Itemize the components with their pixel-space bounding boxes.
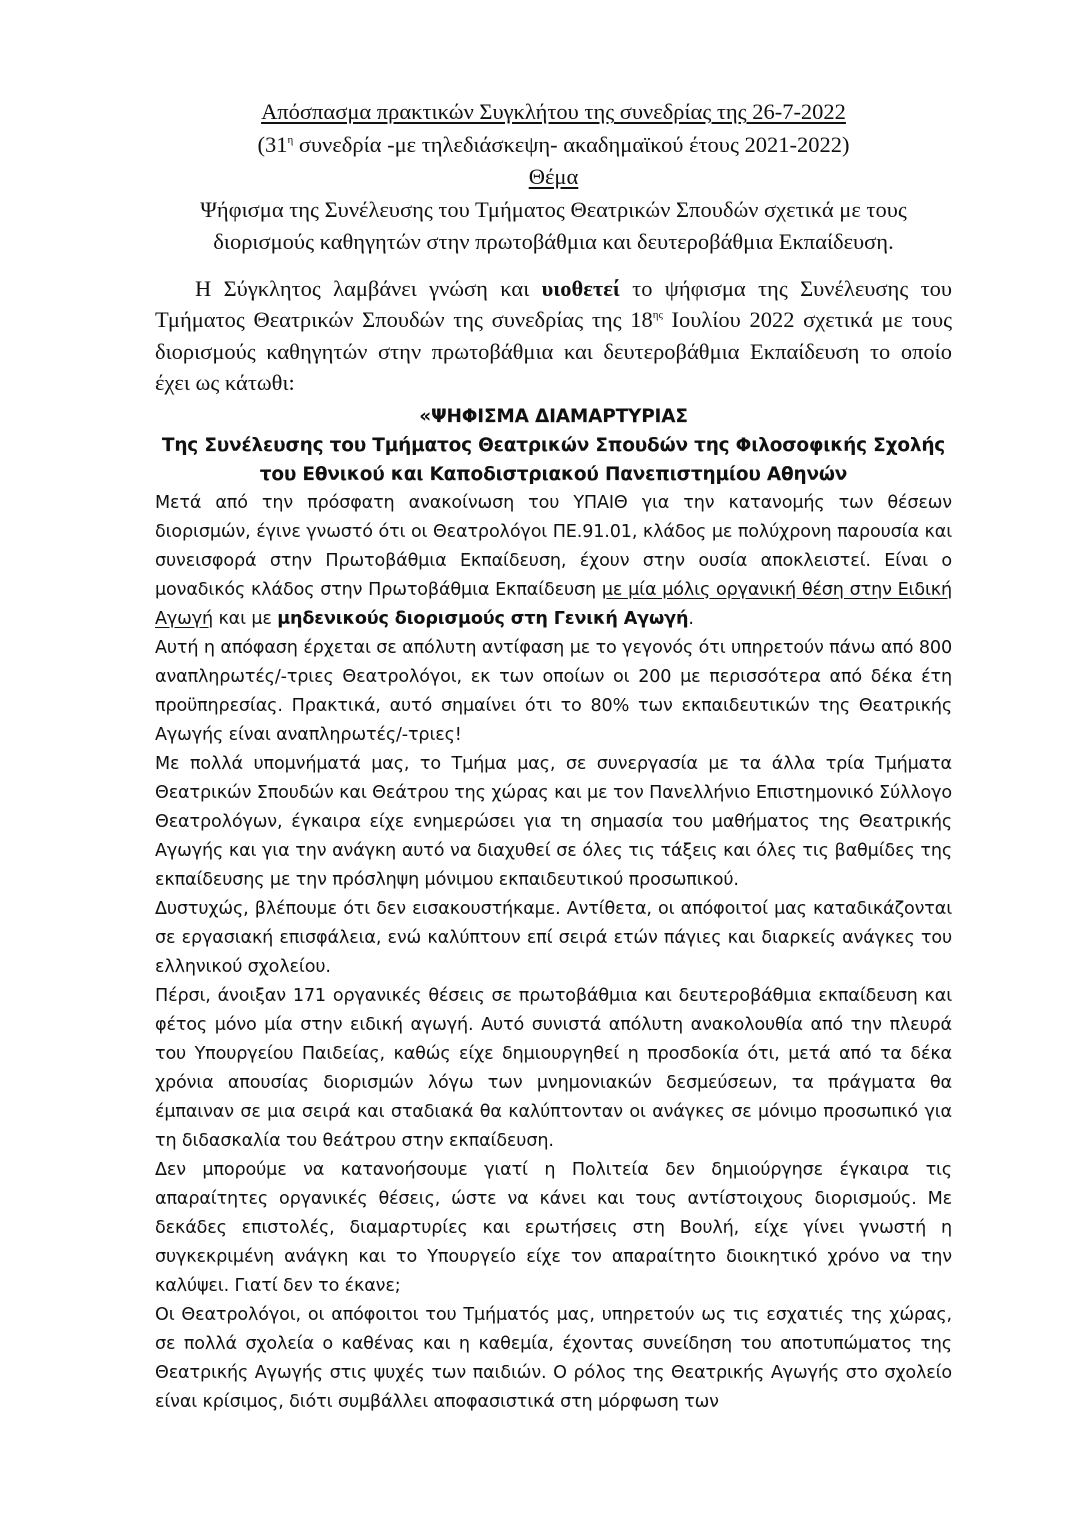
document-page — [155, 96, 952, 1417]
resolution-paragraph-5: Πέρσι, άνοιξαν 171 οργανικές θέσεις σε πρωτοβάθμια και δευτεροβάθμια εκπαίδευση και φέτος μόνο μία στην ειδική αγωγή. Αυτό συνιστά απόλυτη ανακολουθία από την πλευρά του Υπουργείου Παιδείας, καθώς είχε δημιουργηθεί η προσδοκία ότι, μετά από τα δέκα χρόνια απουσίας διορισμών λόγω των μνημονιακών δεσμεύσεων, τα πράγματα θα έμπαιναν σε μια σειρά και σταδιακά θα καλύπτονταν οι ανάγκες σε μόνιμο προσωπικό για τη διδασκαλία του θεάτρου στην εκπαίδευση. — [155, 985, 952, 1151]
document-header — [155, 96, 952, 259]
underlined-emphasis: με μία μόλις οργανική θέση στην Ειδική Αγωγή — [155, 579, 952, 629]
resolution-paragraph-6: Δεν μπορούμε να κατανοήσουμε γιατί η Πολιτεία δεν δημιούργησε έγκαιρα τις απαραίτητες οργανικές θέσεις, ώστε να κάνει και τους αντίστοιχους διορισμούς. Με δεκάδες επιστολές, διαμαρτυρίες και ερωτήσεις στη Βουλή, είχε γίνει γνωστή η συγκεκριμένη ανάγκη και το Υπουργείο είχε τον απαραίτητο διοικητικό χρόνο να την καλύψει. Γιατί δεν το έκανε; — [155, 1159, 952, 1296]
adopts-emphasis: υιοθετεί — [541, 275, 620, 301]
subject-text: Ψήφισμα της Συνέλευσης του Τμήματος Θεατρικών Σπουδών σχετικά με τους διορισμούς καθηγητών στην πρωτοβάθμια και δευτεροβάθμια Εκπαίδευση. — [200, 196, 907, 254]
resolution-paragraph-4: Δυστυχώς, βλέπουμε ότι δεν εισακουστήκαμε. Αντίθετα, οι απόφοιτοί μας καταδικάζονται σε εργασιακή επισφάλεια, ενώ καλύπτουν επί σειρά ετών πάγιες και διαρκείς ανάγκες του ελληνικού σχολείου. — [155, 898, 952, 977]
minutes-title: Απόσπασμα πρακτικών Συγκλήτου της συνεδρίας της 26-7-2022 — [261, 99, 846, 124]
session-info: ($31^\eta$ συνεδρία -με τηλεδιάσκεψη- ακαδημαϊκού έτους 2021-2022) — [257, 131, 850, 157]
subject-label: Θέμα — [528, 164, 579, 189]
resolution-paragraph-7: Οι Θεατρολόγοι, οι απόφοιτοι του Τμήματός μας, υπηρετούν ως τις εσχατιές της χώρας, σε πολλά σχολεία ο καθένας και η καθεμία, έχοντας συνείδηση του αποτυπώματος της Θεατρικής Αγωγής στις ψυχές των παιδιών. Ο ρόλος της Θεατρικής Αγωγής στο σχολείο είναι κρίσιμος, διότι συμβάλλει αποφασιστικά στη μόρφωση των — [155, 1304, 952, 1412]
resolution-paragraph-2: Αυτή η απόφαση έρχεται σε απόλυτη αντίφαση με το γεγονός ότι υπηρετούν πάνω από 800 αναπληρωτές/-τριες Θεατρολόγοι, εκ των οποίων οι 200 με περισσότερα από δέκα έτη προϋπηρεσίας. Πρακτικά, αυτό σημαίνει ότι το 80% των εκπαιδευτικών της Θεατρικής Αγωγής είναι αναπληρωτές/-τριες! — [155, 637, 952, 745]
resolution-paragraph-3: Με πολλά υπομνήματά μας, το Τμήμα μας, σε συνεργασία με τα άλλα τρία Τμήματα Θεατρικών Σπουδών και Θεάτρου της χώρας και με τον Πανελλήνιο Επιστημονικό Σύλλογο Θεατρολόγων, έγκαιρα είχε ενημερώσει για τη σημασία του μαθήματος της Θεατρικής Αγωγής και για την ανάγκη αυτό να διαχυθεί σε όλες τις τάξεις και όλες τις βαθμίδες της εκπαίδευσης με την πρόσληψη μόνιμου εκπαιδευτικού προσωπικού. — [155, 753, 952, 890]
bold-emphasis: μηδενικούς διορισμούς στη Γενική Αγωγή — [277, 608, 689, 629]
senate-intro-paragraph: Η Σύγκλητος λαμβάνει γνώση και υιοθετεί το ψήφισμα της Συνέλευσης του Τμήματος Θεατρικών Σπουδών της συνεδρίας της $18^{\eta\varsigma}$ Ιουλίου 2022 σχετικά με τους διορισμούς καθηγητών στην πρωτοβάθμια και δευτεροβάθμια Εκπαίδευση το οποίο έχει ως κάτωθι: — [155, 275, 952, 395]
resolution-paragraph-1: Μετά από την πρόσφατη ανακοίνωση του ΥΠΑΙΘ για την κατανομής των θέσεων διορισμών, έγινε γνωστό ότι οι Θεατρολόγοι ΠΕ.91.01, κλάδος με πολύχρονη παρουσία και συνεισφορά στην Πρωτοβάθμια Εκπαίδευση, έχουν στην ουσία αποκλειστεί. Είναι ο μοναδικός κλάδος στην Πρωτοβάθμια Εκπαίδευση με μία μόλις οργανική θέση στην Ειδική Αγωγή και με μηδενικούς διορισμούς στη Γενική Αγωγή. — [155, 492, 952, 629]
resolution-title: «ΨΗΦΙΣΜΑ ΔΙΑΜΑΡΤΥΡΙΑΣ Της Συνέλευσης του Τμήματος Θεατρικών Σπουδών της Φιλοσοφικής Σχολής του Εθνικού και Καποδιστριακού Πανεπιστημίου Αθηνών — [161, 405, 946, 485]
